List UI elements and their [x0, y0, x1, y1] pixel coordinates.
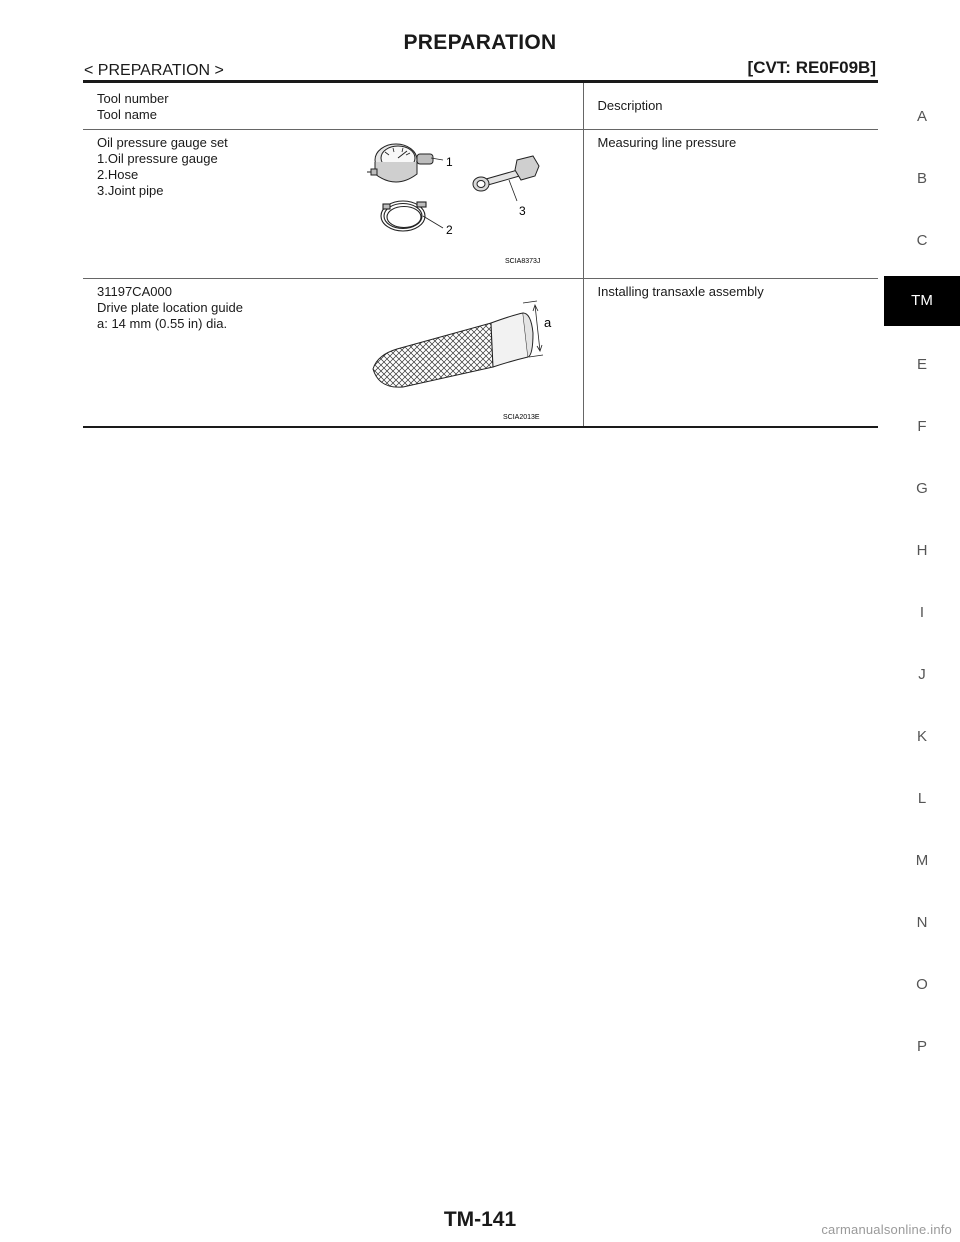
tool-name-line: Oil pressure gauge set [97, 134, 228, 150]
table-row [83, 129, 878, 278]
tool-name-cell [83, 278, 583, 427]
page-number: TM-141 [443, 1208, 517, 1231]
table-row [83, 278, 878, 427]
tool-name-line: 2.Hose [97, 166, 139, 182]
drive-plate-guide-icon [373, 313, 533, 387]
callout-leaders [423, 158, 517, 228]
index-letter-j[interactable]: J [918, 666, 926, 683]
callout-2: 2 [446, 222, 453, 237]
oil-pressure-gauge-set-illustration [363, 136, 563, 268]
model-label: [CVT: RE0F09B] [747, 58, 876, 77]
description-cell: Measuring line pressure [583, 129, 878, 278]
description-header: Description [583, 83, 878, 129]
index-letter-o[interactable]: O [916, 976, 928, 993]
hose-icon [381, 201, 426, 231]
index-letter-g[interactable]: G [916, 480, 928, 497]
tool-name-line: 1.Oil pressure gauge [97, 150, 218, 166]
callout-3: 3 [519, 203, 526, 218]
index-letter-a[interactable]: A [916, 108, 927, 125]
tool-name-cell [83, 129, 583, 278]
drive-plate-location-guide-illustration [363, 293, 563, 423]
index-letter-e[interactable]: E [916, 356, 927, 373]
callout-1: 1 [446, 154, 453, 169]
tool-name-line: a: 14 mm (0.55 in) dia. [97, 315, 228, 331]
section-index [884, 0, 960, 1242]
figure-code: SCIA2013E [503, 413, 540, 421]
tool-name-line: 31197CA000 [97, 283, 172, 299]
table-header-row [83, 83, 878, 129]
tool-name-heading: Tool name [97, 107, 157, 122]
index-letter-k[interactable]: K [916, 728, 927, 745]
watermark[interactable]: carmanualsonline.info [821, 1222, 952, 1237]
index-tab-tm-active[interactable]: TM [884, 276, 960, 326]
tool-name-line: Drive plate location guide [97, 299, 243, 315]
joint-pipe-icon [473, 156, 539, 191]
index-letter-l[interactable]: L [917, 790, 927, 807]
index-letter-i[interactable]: I [919, 604, 925, 621]
index-letter-f[interactable]: F [917, 418, 927, 435]
page-title: PREPARATION [403, 31, 557, 54]
tool-name-header [83, 83, 583, 129]
tool-name-line: 3.Joint pipe [97, 182, 164, 198]
figure-code: SCIA8373J [505, 257, 541, 265]
index-letter-m[interactable]: M [915, 852, 929, 869]
oil-pressure-gauge-icon [367, 144, 433, 182]
tool-table [83, 83, 878, 428]
index-letter-n[interactable]: N [916, 914, 928, 931]
description-cell: Installing transaxle assembly [583, 278, 878, 427]
section-label: < PREPARATION > [84, 62, 224, 79]
index-letter-h[interactable]: H [916, 542, 928, 559]
index-letter-c[interactable]: C [916, 232, 928, 249]
tool-number-heading: Tool number [97, 91, 169, 106]
index-letter-b[interactable]: B [916, 170, 927, 187]
index-letter-p[interactable]: P [916, 1038, 927, 1055]
callout-a: a [544, 314, 552, 330]
